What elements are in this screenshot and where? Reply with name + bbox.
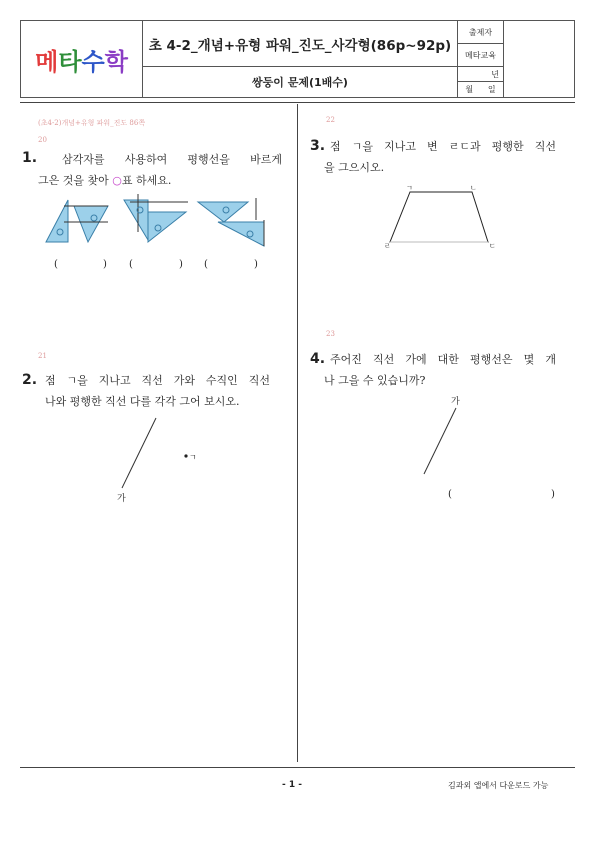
- q1-line2: [38, 170, 171, 191]
- page-title: 초 4-2_개념+유형 파워_진도_사각형(86p~92p): [143, 21, 458, 67]
- logo-char-1: 메: [35, 47, 59, 76]
- line-label-ga: 가: [117, 494, 126, 504]
- q3-line2: 을 그으시오.: [324, 161, 385, 174]
- q1-paren-3-close: ): [254, 259, 258, 270]
- q4-number: 4.: [310, 351, 326, 367]
- q2-line2: 나와 평행한 직선 다를 각각 그어 보시오.: [45, 395, 240, 408]
- q1-line2b: 표 하세요.: [121, 174, 172, 187]
- q1-paren-1-close: ): [103, 259, 107, 270]
- logo-char-3: 수: [81, 47, 105, 76]
- q3-line1: 점 ㄱ을 지나고 변 ㄹㄷ과 평행한 직선: [330, 140, 556, 153]
- logo: [21, 21, 143, 97]
- q4-line2: 나 그을 수 있습니까?: [324, 374, 426, 387]
- point-label-g: ㄱ: [189, 453, 197, 462]
- q2-number: 2.: [22, 372, 38, 388]
- q3-trapezoid: [380, 182, 500, 252]
- footer-rule: [20, 767, 575, 768]
- q3-ref: 22: [326, 116, 335, 124]
- header-table: [20, 20, 575, 98]
- set-square-figure-3: [198, 198, 264, 246]
- author-label: 출제자: [458, 21, 504, 44]
- header-rule: [20, 102, 575, 103]
- q4-ref: 23: [326, 330, 335, 338]
- q1-paren-1-open: (: [54, 259, 58, 270]
- q1-ref: 20: [38, 136, 47, 144]
- page-number: - 1 -: [282, 780, 302, 790]
- set-square-figure-2: [124, 194, 188, 242]
- q4-paren-close: ): [551, 489, 555, 500]
- q1-paren-2-close: ): [179, 259, 183, 270]
- vertex-d: ㄷ: [489, 242, 496, 250]
- blank-cell: [504, 21, 574, 97]
- q1-paren-2-open: (: [129, 259, 133, 270]
- q1-number: 1.: [22, 150, 38, 166]
- q4-paren-open: (: [448, 489, 452, 500]
- q3-number: 3.: [310, 138, 326, 154]
- q1-figures: [38, 192, 278, 252]
- q1-paren-3-open: (: [204, 259, 208, 270]
- page-subtitle: 쌍둥이 문제(1배수): [143, 67, 458, 97]
- column-divider: [297, 104, 298, 762]
- q2-line1: 점 ㄱ을 지나고 직선 가와 수직인 직선: [45, 374, 270, 387]
- set-square-figure-1: [46, 200, 108, 242]
- footer-note: 김과외 앱에서 다운로드 가능: [448, 781, 549, 790]
- date-row: [458, 82, 504, 97]
- author-value: 메타교육: [458, 44, 504, 67]
- month-label: 월: [465, 85, 474, 94]
- source-label: (초4-2)개념+유형 파워_진도 86쪽: [38, 119, 146, 127]
- vertex-g: ㄱ: [406, 184, 413, 192]
- logo-char-2: 타: [58, 47, 82, 76]
- q4-line: [416, 404, 466, 476]
- q2-figure: [110, 412, 220, 504]
- q4-line1: 주어진 직선 가에 대한 평행선은 몇 개: [330, 353, 556, 366]
- vertex-r: ㄹ: [384, 242, 391, 250]
- q1-line1: 삼각자를 사용하여 평행선을 바르게: [62, 153, 282, 166]
- year-label: 년: [458, 67, 504, 82]
- day-label: 일: [487, 85, 496, 94]
- q1-line2a: 그은 것을 찾아: [38, 174, 113, 187]
- vertex-n: ㄴ: [470, 184, 477, 192]
- q2-ref: 21: [38, 352, 47, 360]
- logo-char-4: 학: [104, 47, 128, 76]
- q4-line-label: 가: [451, 397, 460, 407]
- circle-mark: ○: [112, 174, 122, 187]
